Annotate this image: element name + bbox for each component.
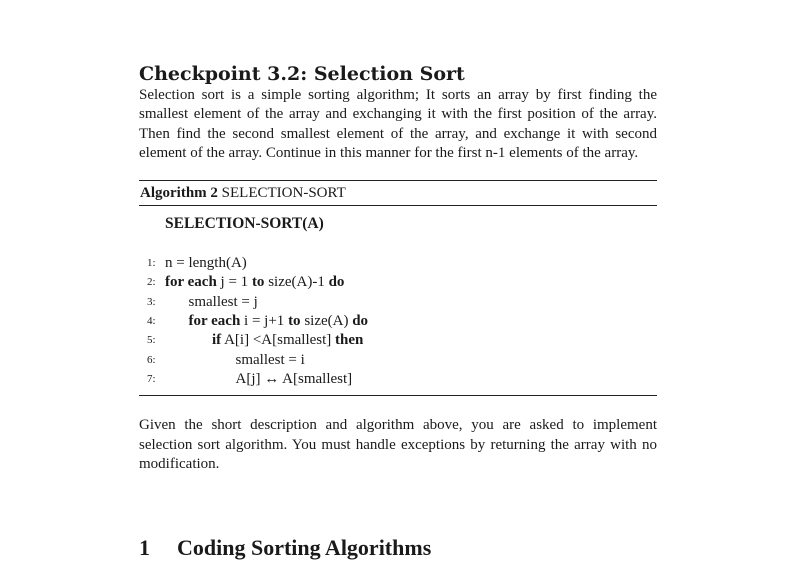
section-title: Coding Sorting Algorithms	[177, 535, 432, 560]
algorithm-line	[139, 254, 657, 273]
line-number: 1:	[147, 257, 156, 270]
algorithm-line	[139, 331, 657, 350]
checkpoint-heading: Checkpoint 3.2: Selection Sort	[139, 63, 465, 85]
line-number: 6:	[147, 353, 156, 366]
checkpoint-description: Selection sort is a simple sorting algorithm; It sorts an array by first finding the smallest element of the array and exchanging it with the first position of the array. Then find the second smallest element of the array, and exchange it with second element of the array. Continue in this manner for the first n-1 elements of the array.	[139, 87, 657, 161]
algorithm-line	[139, 370, 657, 389]
line-code	[165, 293, 258, 312]
line-number: 2:	[147, 276, 156, 289]
line-code	[165, 312, 368, 331]
keyword: for each	[188, 313, 241, 330]
code-text: i = j+1	[240, 313, 289, 330]
code-text: size(A)	[300, 313, 353, 330]
line-number: 5:	[147, 334, 156, 347]
section-number: 1	[139, 535, 150, 560]
keyword: do	[328, 274, 345, 291]
document-page	[139, 62, 657, 474]
line-number: 3:	[147, 295, 156, 308]
algorithm-line	[139, 273, 657, 292]
algorithm-line	[139, 312, 657, 331]
keyword: to	[288, 313, 301, 330]
algorithm-caption-text: SELECTION-SORT	[221, 185, 346, 202]
line-code	[165, 370, 352, 389]
algorithm-procedure-name: SELECTION-SORT(A)	[165, 215, 324, 233]
code-text: n = length(A)	[165, 255, 247, 272]
keyword: if	[212, 332, 222, 349]
line-code	[165, 254, 247, 273]
code-text: A[i] <A[smallest]	[221, 332, 336, 349]
keyword: do	[352, 313, 369, 330]
code-text: smallest = j	[188, 293, 258, 310]
keyword: for each	[165, 274, 217, 291]
algorithm-label: Algorithm 2	[140, 185, 218, 202]
algorithm-caption	[139, 181, 657, 205]
keyword: then	[335, 332, 364, 349]
line-code	[165, 273, 344, 292]
line-number: 7:	[147, 372, 156, 385]
line-code	[165, 351, 305, 370]
line-number: 4:	[147, 315, 156, 328]
keyword: to	[251, 274, 265, 291]
code-text: smallest = i	[235, 351, 305, 368]
line-code	[165, 331, 363, 350]
instructions-paragraph: Given the short description and algorithm above, you are asked to implement selection sort algorithm. You must handle exceptions by returning the array with no modification.	[139, 417, 657, 472]
algorithm-line	[139, 351, 657, 370]
code-text: j = 1	[216, 274, 252, 291]
code-text: size(A)-1	[264, 274, 329, 291]
algorithm-line	[139, 293, 657, 312]
section-heading	[139, 535, 431, 561]
algorithm-lines	[139, 254, 657, 389]
code-text: A[j] ↔ A[smallest]	[235, 370, 353, 387]
